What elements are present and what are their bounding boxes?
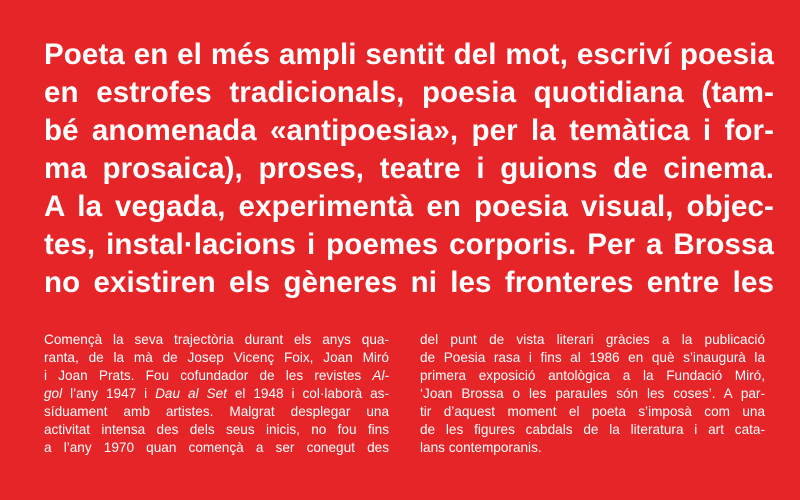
body-line: activitat intensa des dels seus inicis, no fou fins [44, 422, 389, 437]
body-line: lans contemporanis. [420, 440, 542, 455]
body-line: ranta, de la mà de Josep Vicenç Foix, Joan Miró [44, 350, 389, 365]
body-line: de les figures cabdals de la literatura i art cata- [420, 422, 765, 437]
headline-line: Poeta en el més ampli sentit del mot, escriví poesia [44, 38, 774, 71]
headline-line: A la vegada, experimentà en poesia visual, objec- [44, 190, 774, 223]
body-line [44, 385, 389, 403]
body-column-left [44, 331, 389, 457]
body-line [44, 367, 389, 385]
headline-line: tes, instal·lacions i poemes corporis. Per a Brossa [44, 228, 774, 261]
body-line: tir d’aquest moment el poeta s’imposà com una [420, 404, 765, 419]
body-line: primera exposició antològica a la Fundació Miró, [420, 368, 765, 383]
headline-line: en estrofes tradicionals, poesia quotidiana (tam- [44, 76, 774, 109]
body-column-right [420, 331, 765, 457]
journal-title-algol-cont: gol [44, 386, 63, 401]
headline-line: bé anomenada «antipoesia», per la temàtica i for- [44, 114, 774, 147]
body-line: Començà la seva trajectòria durant els anys qua- [44, 332, 389, 347]
body-line: de Poesia rasa i fins al 1986 en què s’inaugurà la [420, 350, 765, 365]
body-line: a l’any 1970 quan començà a ser conegut des [44, 440, 389, 455]
body-text: i Joan Prats. Fou cofundador de les revistes [44, 368, 373, 383]
body-line: síduament amb artistes. Malgrat desplegar una [44, 404, 389, 419]
headline-line: ma prosaica), proses, teatre i guions de cinema. [44, 152, 774, 185]
journal-title-dau-al-set: Dau al Set [155, 386, 227, 401]
body-line: del punt de vista literari gràcies a la publicació [420, 332, 765, 347]
journal-title-algol: Al- [372, 368, 389, 383]
body-text: l’any 1947 i [62, 386, 156, 401]
body-text: el 1948 i col·laborà as- [226, 386, 389, 401]
headline-text [44, 36, 774, 302]
body-line: ‘Joan Brossa o les paraules són les coses’. A par- [420, 386, 765, 401]
headline-line: no existiren els gèneres ni les fronteres entre les [44, 266, 774, 299]
